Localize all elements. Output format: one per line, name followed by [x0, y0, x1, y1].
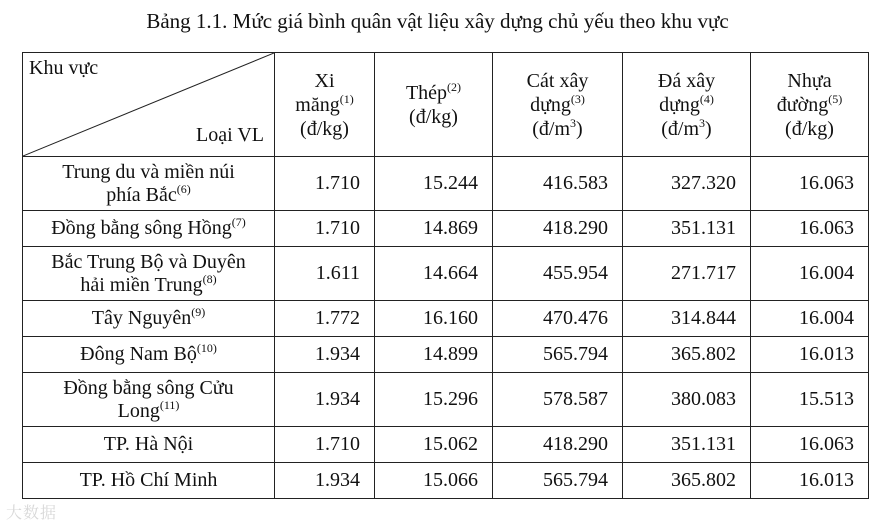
- footnote-marker: (11): [159, 397, 180, 412]
- region-name: phía Bắc: [106, 183, 177, 206]
- watermark: 大数据: [6, 503, 58, 522]
- unit-exponent: 3: [699, 115, 706, 130]
- price-cell: 14.899: [375, 337, 493, 373]
- price-cell: 455.954: [493, 247, 623, 301]
- price-cell: 1.934: [275, 463, 375, 499]
- price-cell: 327.320: [623, 157, 751, 211]
- table-row: [23, 247, 869, 301]
- column-header: [623, 53, 751, 157]
- price-cell: 351.131: [623, 427, 751, 463]
- table-row: [23, 463, 869, 499]
- region-name: Bắc Trung Bộ và Duyên: [51, 250, 246, 273]
- region-name: TP. Hà Nội: [103, 433, 194, 455]
- footnote-marker: (9): [191, 305, 206, 319]
- corner-region-label: Khu vực: [29, 57, 99, 79]
- price-cell: 271.717: [623, 247, 751, 301]
- footnote-marker: (3): [570, 91, 585, 106]
- price-cell: 1.710: [275, 427, 375, 463]
- table-row: [23, 337, 869, 373]
- price-cell: 380.083: [623, 373, 751, 427]
- footnote-marker: (6): [176, 181, 191, 196]
- region-cell: [23, 463, 275, 499]
- region-cell: [23, 247, 275, 301]
- price-cell: 15.062: [375, 427, 493, 463]
- price-table: [22, 52, 869, 499]
- price-cell: 1.772: [275, 301, 375, 337]
- price-cell: 1.710: [275, 211, 375, 247]
- column-unit: (đ/kg): [300, 117, 349, 140]
- price-cell: 15.513: [751, 373, 869, 427]
- price-cell: 14.869: [375, 211, 493, 247]
- column-header-text: dựng: [530, 93, 571, 116]
- column-unit-end: ): [576, 117, 583, 140]
- column-header: [493, 53, 623, 157]
- column-header-text: Đá xây: [657, 69, 716, 92]
- column-header-text: Xi: [314, 69, 335, 92]
- column-header: [275, 53, 375, 157]
- price-cell: 16.063: [751, 211, 869, 247]
- region-cell: [23, 373, 275, 427]
- unit-exponent: 3: [570, 115, 577, 130]
- region-cell: [23, 427, 275, 463]
- price-cell: 578.587: [493, 373, 623, 427]
- price-cell: 16.063: [751, 427, 869, 463]
- footnote-marker: (8): [202, 271, 217, 286]
- table-row: [23, 373, 869, 427]
- price-cell: 16.063: [751, 157, 869, 211]
- region-name: Đông Nam Bộ: [80, 343, 197, 365]
- corner-header-cell: [23, 53, 275, 157]
- table-row: [23, 427, 869, 463]
- price-cell: 416.583: [493, 157, 623, 211]
- region-name: TP. Hồ Chí Minh: [79, 469, 218, 491]
- region-cell: [23, 211, 275, 247]
- column-header-text: măng: [295, 93, 340, 116]
- price-cell: 15.296: [375, 373, 493, 427]
- table-row: [23, 157, 869, 211]
- price-cell: 1.934: [275, 337, 375, 373]
- footnote-marker: (5): [828, 91, 843, 106]
- region-name: Đồng bằng sông Cửu: [63, 376, 234, 399]
- table-title: Bảng 1.1. Mức giá bình quân vật liệu xây dựng chủ yếu theo khu vực: [146, 9, 729, 33]
- price-cell: 15.066: [375, 463, 493, 499]
- region-name: Đồng bằng sông Hồng: [51, 217, 232, 239]
- price-cell: 565.794: [493, 337, 623, 373]
- column-header: [751, 53, 869, 157]
- price-cell: 15.244: [375, 157, 493, 211]
- region-cell: [23, 337, 275, 373]
- column-unit: (đ/m: [532, 117, 571, 140]
- price-cell: 351.131: [623, 211, 751, 247]
- column-header-text: Nhựa: [787, 69, 832, 92]
- price-cell: 16.013: [751, 337, 869, 373]
- price-cell: 16.160: [375, 301, 493, 337]
- price-cell: 418.290: [493, 211, 623, 247]
- column-unit: (đ/m: [661, 117, 700, 140]
- price-cell: 16.004: [751, 301, 869, 337]
- price-cell: 418.290: [493, 427, 623, 463]
- column-unit-end: ): [705, 117, 712, 140]
- column-unit: (đ/kg): [785, 117, 834, 140]
- column-unit: (đ/kg): [409, 105, 458, 128]
- price-cell: 16.013: [751, 463, 869, 499]
- price-cell: 1.934: [275, 373, 375, 427]
- corner-material-label: Loại VL: [196, 124, 264, 146]
- column-header-text: dựng: [659, 93, 700, 116]
- price-cell: 565.794: [493, 463, 623, 499]
- header-row: [23, 53, 869, 157]
- price-cell: 314.844: [623, 301, 751, 337]
- price-cell: 470.476: [493, 301, 623, 337]
- region-name: Long: [117, 399, 160, 422]
- table-row: [23, 211, 869, 247]
- footnote-marker: (4): [699, 91, 714, 106]
- region-cell: [23, 157, 275, 211]
- table-body: [23, 157, 869, 499]
- price-cell: 14.664: [375, 247, 493, 301]
- footnote-marker: (1): [339, 91, 354, 106]
- price-cell: 365.802: [623, 463, 751, 499]
- region-name: Trung du và miền núi: [62, 160, 235, 183]
- table-row: [23, 301, 869, 337]
- price-cell: 1.710: [275, 157, 375, 211]
- footnote-marker: (7): [231, 215, 246, 229]
- column-header: [375, 53, 493, 157]
- footnote-marker: (2): [447, 79, 462, 94]
- footnote-marker: (10): [196, 341, 217, 355]
- region-name: hải miền Trung: [80, 273, 203, 296]
- column-header-text: Cát xây: [526, 69, 589, 92]
- price-cell: 16.004: [751, 247, 869, 301]
- price-cell: 365.802: [623, 337, 751, 373]
- region-cell: [23, 301, 275, 337]
- column-header-text: Thép: [405, 81, 448, 104]
- region-name: Tây Nguyên: [91, 307, 192, 329]
- column-header-text: đường: [776, 93, 829, 116]
- price-cell: 1.611: [275, 247, 375, 301]
